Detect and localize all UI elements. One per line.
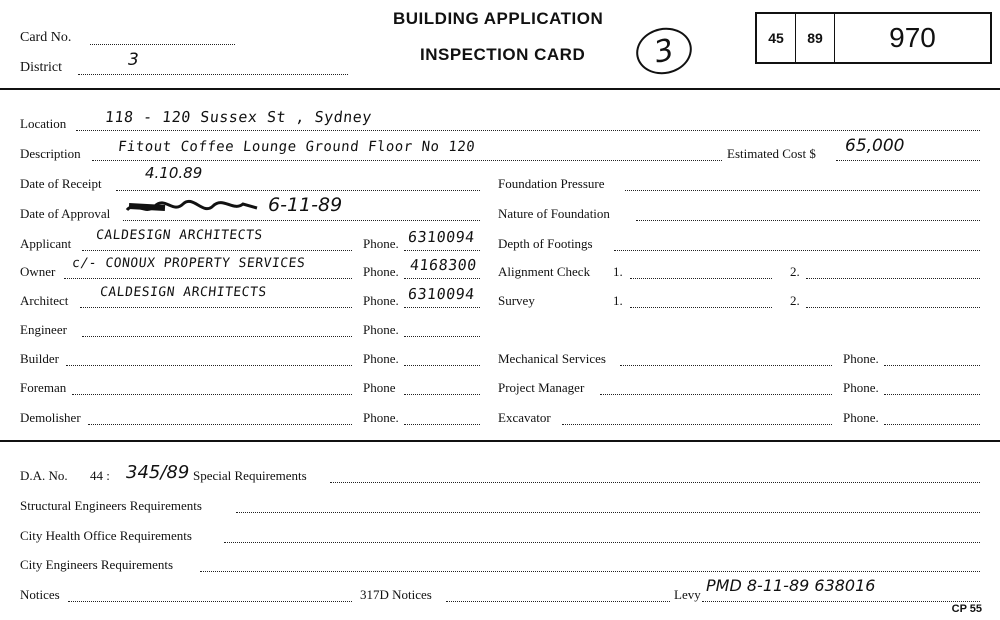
foreman-phone-field[interactable]	[404, 394, 480, 395]
alignment-check-2-field[interactable]	[806, 278, 980, 279]
project-manager-field[interactable]	[600, 394, 832, 395]
approval-label: Date of Approval	[20, 206, 111, 221]
card-no-label: Card No.	[20, 30, 72, 45]
survey-1-field[interactable]	[630, 307, 772, 308]
receipt-field[interactable]	[116, 190, 480, 191]
district-field[interactable]	[78, 74, 348, 75]
district-value: 3	[128, 50, 139, 70]
architect-value: CALDESIGN ARCHITECTS	[99, 285, 268, 300]
receipt-label: Date of Receipt	[20, 176, 102, 191]
city-engineers-field[interactable]	[200, 571, 980, 572]
da-number-label: D.A. No.	[20, 468, 68, 483]
description-label: Description	[20, 146, 81, 161]
form-title-line1: BUILDING APPLICATION	[393, 9, 604, 28]
nature-foundation-field[interactable]	[636, 220, 980, 221]
da-number-value: 345/89	[126, 462, 190, 483]
demolisher-phone-field[interactable]	[404, 424, 480, 425]
mechanical-services-field[interactable]	[620, 365, 832, 366]
estimated-cost-field[interactable]	[836, 160, 980, 161]
mechanical-phone-label: Phone.	[843, 351, 879, 366]
project-manager-label: Project Manager	[498, 380, 585, 395]
architect-phone-field[interactable]	[404, 307, 480, 308]
circled-number	[632, 23, 696, 80]
form-code: CP 55	[951, 603, 982, 615]
card-number-b: 89	[796, 14, 835, 62]
card-number-c: 970	[889, 22, 936, 53]
excavator-phone-label: Phone.	[843, 410, 879, 425]
owner-phone-field[interactable]	[404, 278, 480, 279]
survey-2-field[interactable]	[806, 307, 980, 308]
structural-engineers-label: Structural Engineers Requirements	[20, 498, 202, 513]
applicant-field[interactable]	[82, 250, 352, 251]
estimated-cost-value: 65,000	[845, 136, 905, 156]
structural-engineers-field[interactable]	[236, 512, 980, 513]
owner-field[interactable]	[64, 278, 352, 279]
card-no-field[interactable]	[90, 44, 235, 45]
section-divider	[0, 440, 1000, 442]
approval-field[interactable]	[123, 220, 480, 221]
special-requirements-label: Special Requirements	[193, 468, 307, 483]
demolisher-label: Demolisher	[20, 410, 81, 425]
form-title-line2: INSPECTION CARD	[420, 45, 586, 64]
city-health-field[interactable]	[224, 542, 980, 543]
city-engineers-label: City Engineers Requirements	[20, 557, 174, 572]
owner-value: c/- CONOUX PROPERTY SERVICES	[71, 256, 306, 271]
approval-value: 6-11-89	[268, 194, 343, 216]
demolisher-phone-label: Phone.	[363, 410, 399, 425]
location-label: Location	[20, 116, 67, 131]
owner-phone-label: Phone.	[363, 264, 399, 279]
circled-number-text: 3	[651, 31, 677, 71]
builder-phone-field[interactable]	[404, 365, 480, 366]
builder-label: Builder	[20, 351, 59, 366]
alignment-check-1-field[interactable]	[630, 278, 772, 279]
alignment-check-label: Alignment Check	[498, 264, 591, 279]
builder-field[interactable]	[66, 365, 352, 366]
description-value: Fitout Coffee Lounge Ground Floor No 120	[117, 139, 476, 155]
builder-phone-label: Phone.	[363, 351, 399, 366]
survey-1-label: 1.	[613, 293, 623, 308]
foreman-phone-label: Phone	[363, 380, 396, 395]
card-number-box	[755, 12, 992, 64]
engineer-phone-field[interactable]	[404, 336, 480, 337]
foundation-pressure-field[interactable]	[625, 190, 980, 191]
location-field[interactable]	[76, 130, 980, 131]
card-number-a: 45	[757, 14, 796, 62]
foundation-pressure-label: Foundation Pressure	[498, 176, 605, 191]
demolisher-field[interactable]	[88, 424, 352, 425]
owner-label: Owner	[20, 264, 56, 279]
notices-317d-label: 317D Notices	[360, 587, 432, 602]
district-label: District	[20, 60, 62, 75]
alignment-check-2-label: 2.	[790, 264, 800, 279]
excavator-label: Excavator	[498, 410, 551, 425]
survey-label: Survey	[498, 293, 535, 308]
foreman-label: Foreman	[20, 380, 67, 395]
notices-label: Notices	[20, 587, 60, 602]
nature-foundation-label: Nature of Foundation	[498, 206, 610, 221]
applicant-phone-field[interactable]	[404, 250, 480, 251]
mechanical-phone-field[interactable]	[884, 365, 980, 366]
applicant-label: Applicant	[20, 236, 72, 251]
mechanical-services-label: Mechanical Services	[498, 351, 606, 366]
depth-footings-label: Depth of Footings	[498, 236, 593, 251]
survey-2-label: 2.	[790, 293, 800, 308]
applicant-value: CALDESIGN ARCHITECTS	[95, 228, 264, 243]
approval-signature-scribble	[125, 198, 260, 218]
architect-label: Architect	[20, 293, 69, 308]
alignment-check-1-label: 1.	[613, 264, 623, 279]
excavator-phone-field[interactable]	[884, 424, 980, 425]
description-field[interactable]	[92, 160, 722, 161]
architect-phone-label: Phone.	[363, 293, 399, 308]
owner-phone-value: 4168300	[409, 256, 478, 274]
project-manager-phone-field[interactable]	[884, 394, 980, 395]
city-health-label: City Health Office Requirements	[20, 528, 192, 543]
header-divider	[0, 88, 1000, 90]
levy-field[interactable]	[702, 601, 980, 602]
da-number-prefix: 44 :	[90, 468, 110, 483]
levy-label: Levy	[674, 587, 701, 602]
engineer-phone-label: Phone.	[363, 322, 399, 337]
engineer-field[interactable]	[82, 336, 352, 337]
excavator-field[interactable]	[562, 424, 832, 425]
engineer-label: Engineer	[20, 322, 67, 337]
applicant-phone-value: 6310094	[407, 228, 476, 246]
notices-317d-field[interactable]	[446, 601, 670, 602]
location-value: 118 - 120 Sussex St , Sydney	[104, 108, 373, 126]
applicant-phone-label: Phone.	[363, 236, 399, 251]
architect-phone-value: 6310094	[407, 285, 476, 303]
foreman-field[interactable]	[72, 394, 352, 395]
estimated-cost-label: Estimated Cost $	[727, 146, 816, 161]
special-requirements-field[interactable]	[330, 482, 980, 483]
depth-footings-field[interactable]	[614, 250, 980, 251]
levy-value: PMD 8-11-89 638016	[706, 576, 876, 595]
architect-field[interactable]	[80, 307, 352, 308]
notices-field[interactable]	[68, 601, 352, 602]
project-manager-phone-label: Phone.	[843, 380, 879, 395]
receipt-value: 4.10.89	[145, 164, 203, 182]
